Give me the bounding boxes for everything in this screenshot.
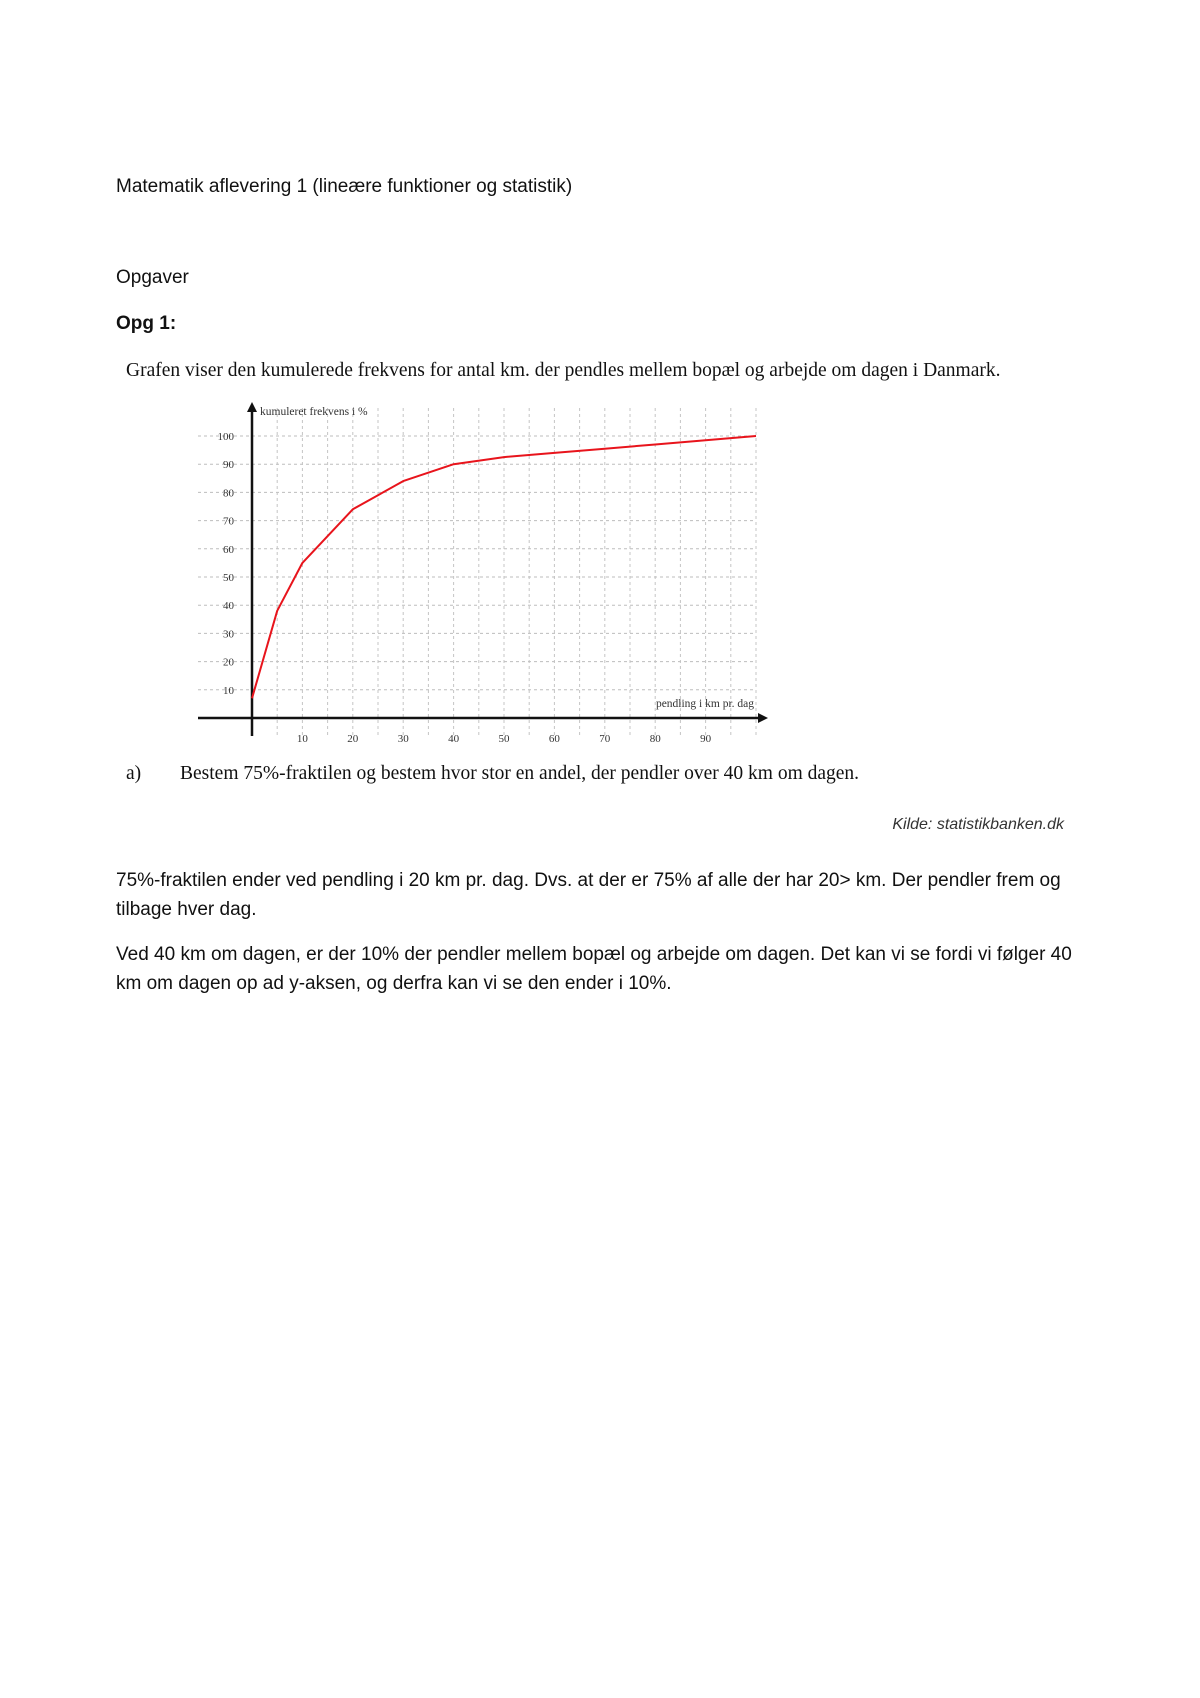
- chart-ticks: [218, 431, 712, 745]
- y-tick-label-50: 50: [223, 572, 234, 584]
- x-tick-label-80: 80: [649, 733, 661, 745]
- x-tick-label-60: 60: [548, 733, 560, 745]
- document-title: Matematik aflevering 1 (lineære funktioner og statistik): [116, 176, 573, 197]
- x-tick-label-50: 50: [498, 733, 510, 745]
- section-heading: Opgaver: [116, 267, 189, 288]
- chart-grid: [198, 408, 756, 736]
- y-tick-label-80: 80: [223, 487, 234, 500]
- y-tick-label-60: 60: [223, 543, 234, 556]
- question-a-label: a): [126, 763, 142, 784]
- chart-axes: [198, 402, 768, 736]
- y-axis-arrow-icon: [247, 402, 257, 412]
- x-axis-arrow-icon: [758, 713, 768, 723]
- x-tick-label-70: 70: [599, 733, 611, 745]
- y-tick-label-20: 20: [223, 656, 234, 669]
- y-axis-label: kumuleret frekvens i %: [260, 406, 368, 418]
- answer-paragraph-2: Ved 40 km om dagen, er der 10% der pendler mellem bopæl og arbejde om dagen. Det kan vi se fordi vi følger 40 km om dagen op ad y-aksen, og derfra kan vi se den ender i 10%.: [116, 944, 1072, 994]
- y-tick-label-100: 100: [217, 431, 234, 443]
- y-tick-label-90: 90: [223, 459, 234, 472]
- y-tick-label-10: 10: [223, 684, 234, 697]
- x-tick-label-30: 30: [397, 733, 409, 745]
- x-tick-label-20: 20: [347, 733, 359, 745]
- x-tick-label-10: 10: [296, 733, 308, 745]
- y-tick-label-30: 30: [223, 628, 234, 641]
- y-tick-label-40: 40: [223, 600, 234, 613]
- question-a-text: Bestem 75%-fraktilen og bestem hvor stor en andel, der pendler over 40 km om dagen.: [180, 763, 860, 784]
- cumulative-frequency-chart: [190, 400, 770, 750]
- task-intro: Grafen viser den kumulerede frekvens for antal km. der pendles mellem bopæl og arbejde om dagen i Danmark.: [126, 360, 1001, 381]
- y-tick-label-70: 70: [223, 515, 234, 528]
- source-credit: Kilde: statistikbanken.dk: [892, 816, 1064, 833]
- task-heading: Opg 1:: [116, 313, 177, 334]
- x-axis-label: pendling i km pr. dag: [655, 698, 754, 710]
- x-tick-label-40: 40: [448, 733, 460, 745]
- x-tick-label-90: 90: [700, 733, 712, 745]
- answer-paragraph-1: 75%-fraktilen ender ved pendling i 20 km pr. dag. Dvs. at der er 75% af alle der har 20> km. Der pendler frem og tilbage hver dag.: [116, 870, 1061, 920]
